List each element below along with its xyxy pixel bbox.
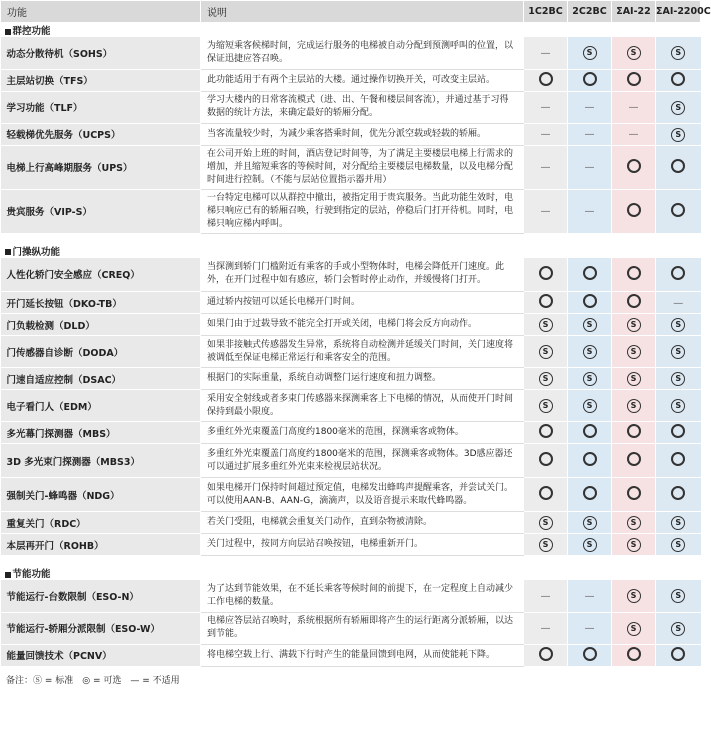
availability-cell bbox=[656, 512, 701, 534]
function-name: 轻载梯优先服务（UCPS） bbox=[1, 123, 201, 145]
optional-mark-icon bbox=[583, 486, 597, 500]
standard-mark-icon: S bbox=[627, 589, 641, 603]
availability-cell bbox=[524, 189, 568, 233]
optional-mark-icon bbox=[627, 159, 641, 173]
table-row bbox=[1, 91, 701, 123]
availability-cell bbox=[524, 422, 568, 444]
not-applicable-mark: — bbox=[540, 590, 551, 602]
availability-cell bbox=[612, 478, 656, 512]
availability-cell bbox=[656, 123, 701, 145]
optional-mark-icon bbox=[627, 486, 641, 500]
availability-cell bbox=[524, 390, 568, 422]
function-name: 动态分散待机（SOHS） bbox=[1, 37, 201, 69]
availability-cell bbox=[656, 534, 701, 556]
header-desc: 说明 bbox=[201, 1, 524, 23]
section-title-text: 群控功能 bbox=[12, 26, 51, 37]
availability-cell bbox=[656, 612, 701, 644]
section-square-icon bbox=[5, 572, 11, 578]
availability-cell bbox=[656, 580, 701, 612]
availability-cell bbox=[524, 368, 568, 390]
standard-mark-icon: S bbox=[671, 516, 685, 530]
availability-cell bbox=[568, 478, 612, 512]
optional-mark-icon bbox=[671, 452, 685, 466]
availability-cell bbox=[612, 69, 656, 91]
not-applicable-mark: — bbox=[584, 623, 595, 634]
section-square-icon bbox=[5, 29, 11, 35]
table-row bbox=[1, 314, 701, 336]
availability-cell bbox=[568, 91, 612, 123]
not-applicable-mark: — bbox=[628, 129, 639, 140]
function-name: 本层再开门（ROHB） bbox=[1, 534, 201, 556]
function-desc: 如果门由于过载导致不能完全打开或关闭，电梯门将会反方向动作。 bbox=[201, 314, 524, 336]
section-title bbox=[1, 244, 701, 258]
function-name: 重复关门（RDC） bbox=[1, 512, 201, 534]
standard-mark-icon: S bbox=[539, 345, 553, 359]
not-applicable-mark: — bbox=[584, 162, 595, 173]
availability-cell bbox=[568, 534, 612, 556]
standard-mark-icon: S bbox=[671, 589, 685, 603]
table-row bbox=[1, 534, 701, 556]
section-gap bbox=[1, 556, 701, 567]
availability-cell bbox=[612, 368, 656, 390]
optional-mark-icon bbox=[583, 424, 597, 438]
availability-cell bbox=[656, 69, 701, 91]
availability-cell bbox=[568, 37, 612, 69]
optional-mark-icon bbox=[671, 72, 685, 86]
optional-mark-icon bbox=[627, 424, 641, 438]
standard-mark-icon: S bbox=[671, 622, 685, 636]
function-desc: 多重红外光束覆盖门高度约1800毫米的范围，探测乘客或物体。 bbox=[201, 422, 524, 444]
optional-mark-icon bbox=[539, 424, 553, 438]
availability-cell bbox=[568, 258, 612, 292]
not-applicable-mark: — bbox=[540, 162, 551, 173]
optional-mark-icon bbox=[671, 486, 685, 500]
table-row bbox=[1, 292, 701, 314]
optional-mark-icon bbox=[539, 72, 553, 86]
function-desc: 若关门受阻，电梯就会重复关门动作，直到杂物被清除。 bbox=[201, 512, 524, 534]
function-name: 节能运行-轿厢分派限制（ESO-W） bbox=[1, 612, 201, 644]
availability-cell bbox=[524, 37, 568, 69]
availability-cell bbox=[568, 422, 612, 444]
header-model-4: ΣAI-2200C bbox=[656, 1, 701, 23]
availability-cell bbox=[656, 37, 701, 69]
standard-mark-icon: S bbox=[583, 345, 597, 359]
availability-cell bbox=[568, 612, 612, 644]
function-name: 电梯上行高峰期服务（UPS） bbox=[1, 145, 201, 189]
optional-mark-icon bbox=[627, 294, 641, 308]
availability-cell bbox=[524, 258, 568, 292]
optional-mark-icon bbox=[583, 266, 597, 280]
optional-mark-icon bbox=[539, 452, 553, 466]
optional-mark-icon bbox=[627, 452, 641, 466]
availability-cell bbox=[524, 314, 568, 336]
table-body bbox=[1, 23, 701, 667]
standard-mark-icon: S bbox=[583, 46, 597, 60]
standard-mark-icon: S bbox=[627, 399, 641, 413]
availability-cell bbox=[524, 534, 568, 556]
legend: 备注：Ⓢ = 标准 ◎ = 可选 — = 不适用 bbox=[6, 675, 180, 686]
standard-mark-icon: S bbox=[671, 46, 685, 60]
availability-cell bbox=[568, 69, 612, 91]
availability-cell bbox=[524, 580, 568, 612]
availability-cell bbox=[656, 145, 701, 189]
header-model-1: 1C2BC bbox=[524, 1, 568, 23]
section-header bbox=[1, 244, 701, 258]
function-name: 强制关门-蜂鸣器（NDG） bbox=[1, 478, 201, 512]
availability-cell bbox=[568, 123, 612, 145]
optional-mark-icon bbox=[583, 72, 597, 86]
availability-cell bbox=[568, 189, 612, 233]
optional-mark-icon bbox=[539, 266, 553, 280]
table-row bbox=[1, 478, 701, 512]
standard-mark-icon: S bbox=[539, 516, 553, 530]
availability-cell bbox=[656, 644, 701, 666]
availability-cell bbox=[656, 478, 701, 512]
function-desc: 多重红外光束覆盖门高度约1800毫米的范围，探测乘客或物体。3D感应器还可以通过扩展多重红外光束来检视层站状况。 bbox=[201, 444, 524, 478]
availability-cell bbox=[656, 314, 701, 336]
availability-cell bbox=[656, 368, 701, 390]
availability-cell bbox=[612, 512, 656, 534]
availability-cell bbox=[524, 478, 568, 512]
availability-cell bbox=[656, 189, 701, 233]
standard-mark-icon: S bbox=[627, 516, 641, 530]
optional-mark-icon bbox=[627, 72, 641, 86]
section-title-text: 门操纵功能 bbox=[12, 246, 61, 258]
availability-cell bbox=[612, 314, 656, 336]
not-applicable-mark: — bbox=[584, 102, 595, 113]
function-name: 节能运行-台数限制（ESO-N） bbox=[1, 580, 201, 612]
standard-mark-icon: S bbox=[671, 538, 685, 552]
function-desc: 当客流量较少时，为减少乘客搭乘时间，优先分派空载或轻载的轿厢。 bbox=[201, 123, 524, 145]
availability-cell bbox=[612, 37, 656, 69]
availability-cell bbox=[524, 612, 568, 644]
availability-cell bbox=[612, 258, 656, 292]
standard-mark-icon: S bbox=[539, 372, 553, 386]
function-name: 电子看门人（EDM） bbox=[1, 390, 201, 422]
function-name: 学习功能（TLF） bbox=[1, 91, 201, 123]
optional-mark-icon bbox=[583, 647, 597, 661]
availability-cell bbox=[568, 368, 612, 390]
availability-cell bbox=[612, 145, 656, 189]
table-row bbox=[1, 368, 701, 390]
not-applicable-mark: — bbox=[540, 206, 551, 217]
table-row bbox=[1, 258, 701, 292]
section-title-text: 节能功能 bbox=[12, 569, 51, 580]
availability-cell bbox=[524, 644, 568, 666]
availability-cell bbox=[656, 390, 701, 422]
standard-mark-icon: S bbox=[671, 399, 685, 413]
function-desc: 根据门的实际重量，系统自动调整门运行速度和扭力调整。 bbox=[201, 368, 524, 390]
section-title bbox=[1, 566, 701, 580]
optional-mark-icon bbox=[671, 424, 685, 438]
availability-cell bbox=[612, 534, 656, 556]
availability-cell bbox=[568, 292, 612, 314]
table-row bbox=[1, 444, 701, 478]
section-square-icon bbox=[5, 249, 11, 255]
table-row bbox=[1, 612, 701, 644]
header-model-3: ΣAI-22 bbox=[612, 1, 656, 23]
table-header bbox=[1, 1, 701, 23]
not-applicable-mark: — bbox=[584, 206, 595, 217]
table-row bbox=[1, 422, 701, 444]
availability-cell bbox=[612, 292, 656, 314]
not-applicable-mark: — bbox=[540, 102, 551, 113]
standard-mark-icon: S bbox=[539, 399, 553, 413]
function-desc: 如果非接触式传感器发生异常，系统将自动检测并延缓关门时间，关门速度将被调低至保证电梯正常运行和乘客安全的范围。 bbox=[201, 336, 524, 368]
optional-mark-icon bbox=[539, 486, 553, 500]
standard-mark-icon: S bbox=[627, 372, 641, 386]
function-name: 能量回馈技术（PCNV） bbox=[1, 644, 201, 666]
function-name: 人性化轿门安全感应（CREQ） bbox=[1, 258, 201, 292]
standard-mark-icon: S bbox=[539, 538, 553, 552]
standard-mark-icon: S bbox=[671, 372, 685, 386]
table-row bbox=[1, 69, 701, 91]
availability-cell bbox=[568, 512, 612, 534]
availability-cell bbox=[568, 145, 612, 189]
function-desc: 一台特定电梯可以从群控中撤出，被指定用于贵宾服务。当此功能生效时，电梯只响应已有的轿厢召唤，行驶到指定的层站，停稳后门打开待机。同时，电梯只响应梯内呼叫。 bbox=[201, 189, 524, 233]
optional-mark-icon bbox=[671, 647, 685, 661]
header-model-2: 2C2BC bbox=[568, 1, 612, 23]
header-function: 功能 bbox=[1, 1, 201, 23]
optional-mark-icon bbox=[583, 452, 597, 466]
table-row bbox=[1, 37, 701, 69]
table-row bbox=[1, 145, 701, 189]
function-desc: 为了达到节能效果，在不延长乘客等候时间的前提下，在一定程度上自动减少工作电梯的数量。 bbox=[201, 580, 524, 612]
function-name: 多光幕门探测器（MBS） bbox=[1, 422, 201, 444]
table-row bbox=[1, 580, 701, 612]
function-desc: 此功能适用于有两个主层站的大楼。通过操作切换开关，可改变主层站。 bbox=[201, 69, 524, 91]
function-desc: 为缩短乘客候梯时间，完成运行服务的电梯被自动分配到预测呼叫的位置，以保证迅捷应答召唤。 bbox=[201, 37, 524, 69]
standard-mark-icon: S bbox=[627, 345, 641, 359]
standard-mark-icon: S bbox=[671, 345, 685, 359]
standard-mark-icon: S bbox=[627, 622, 641, 636]
table-row bbox=[1, 644, 701, 666]
not-applicable-mark: — bbox=[628, 102, 639, 113]
availability-cell bbox=[568, 390, 612, 422]
function-desc: 电梯应答层站召唤时，系统根据所有轿厢即将产生的运行距离分派轿厢，以达到节能。 bbox=[201, 612, 524, 644]
function-name: 门速自适应控制（DSAC） bbox=[1, 368, 201, 390]
function-desc: 通过轿内按钮可以延长电梯开门时间。 bbox=[201, 292, 524, 314]
standard-mark-icon: S bbox=[539, 318, 553, 332]
availability-cell bbox=[612, 189, 656, 233]
availability-cell bbox=[524, 292, 568, 314]
function-desc: 如果电梯开门保持时间超过预定值，电梯发出蜂鸣声提醒乘客，并尝试关门。可以使用AAN-B、AAN-G，滴滴声，以及语音提示来取代蜂鸣器。 bbox=[201, 478, 524, 512]
not-applicable-mark: — bbox=[540, 623, 551, 634]
not-applicable-mark: — bbox=[673, 297, 684, 309]
function-name: 门负载检测（DLD） bbox=[1, 314, 201, 336]
availability-cell bbox=[524, 69, 568, 91]
function-desc: 当探测到轿门门槛附近有乘客的手或小型物体时，电梯会降低开门速度。此外，在开门过程中如有感应，轿门会暂时停止动作，并缓慢将门打开。 bbox=[201, 258, 524, 292]
availability-cell bbox=[656, 422, 701, 444]
availability-cell bbox=[612, 444, 656, 478]
standard-mark-icon: S bbox=[583, 538, 597, 552]
availability-cell bbox=[656, 258, 701, 292]
function-desc: 采用安全射线或者多束门传感器来探测乘客上下电梯的情况，从而使开门时间保持到最小限度。 bbox=[201, 390, 524, 422]
availability-cell bbox=[524, 123, 568, 145]
standard-mark-icon: S bbox=[583, 372, 597, 386]
availability-cell bbox=[524, 91, 568, 123]
availability-cell bbox=[524, 145, 568, 189]
availability-cell bbox=[656, 336, 701, 368]
availability-cell bbox=[612, 336, 656, 368]
section-header bbox=[1, 566, 701, 580]
optional-mark-icon bbox=[539, 294, 553, 308]
table-row bbox=[1, 512, 701, 534]
standard-mark-icon: S bbox=[583, 399, 597, 413]
availability-cell bbox=[524, 512, 568, 534]
standard-mark-icon: S bbox=[671, 318, 685, 332]
standard-mark-icon: S bbox=[583, 516, 597, 530]
table-row bbox=[1, 390, 701, 422]
availability-cell bbox=[568, 314, 612, 336]
availability-cell bbox=[612, 580, 656, 612]
availability-cell bbox=[524, 336, 568, 368]
availability-cell bbox=[568, 444, 612, 478]
availability-cell bbox=[612, 123, 656, 145]
section-header bbox=[1, 23, 701, 38]
section-gap bbox=[1, 233, 701, 244]
function-name: 门传感器自诊断（DODA） bbox=[1, 336, 201, 368]
optional-mark-icon bbox=[583, 294, 597, 308]
availability-cell bbox=[612, 390, 656, 422]
optional-mark-icon bbox=[627, 266, 641, 280]
availability-cell bbox=[656, 91, 701, 123]
function-name: 开门延长按钮（DKO-TB） bbox=[1, 292, 201, 314]
availability-cell bbox=[612, 91, 656, 123]
optional-mark-icon bbox=[671, 159, 685, 173]
standard-mark-icon: S bbox=[627, 46, 641, 60]
not-applicable-mark: — bbox=[540, 47, 551, 59]
function-name: 贵宾服务（VIP-S） bbox=[1, 189, 201, 233]
table-row bbox=[1, 123, 701, 145]
section-title bbox=[1, 23, 701, 38]
function-desc: 学习大楼内的日常客流模式（进、出、午餐和楼层间客流），并通过基于习得数据的统计方法，来确定最好的轿厢分配。 bbox=[201, 91, 524, 123]
function-desc: 关门过程中，按同方向层站召唤按钮，电梯重新开门。 bbox=[201, 534, 524, 556]
optional-mark-icon bbox=[671, 266, 685, 280]
function-desc: 在公司开始上班的时间，酒店登记时间等，为了满足主要楼层电梯上行需求的增加，并且缩短乘客的等候时间，对分配给主要楼层电梯数量，以及电梯分配时间进行控制。（不能与层站位置指示器并用） bbox=[201, 145, 524, 189]
standard-mark-icon: S bbox=[671, 128, 685, 142]
optional-mark-icon bbox=[627, 647, 641, 661]
optional-mark-icon bbox=[671, 203, 685, 217]
availability-cell bbox=[612, 422, 656, 444]
availability-cell bbox=[568, 580, 612, 612]
standard-mark-icon: S bbox=[627, 318, 641, 332]
table-row bbox=[1, 336, 701, 368]
optional-mark-icon bbox=[539, 647, 553, 661]
standard-mark-icon: S bbox=[671, 101, 685, 115]
function-name: 主层站切换（TFS） bbox=[1, 69, 201, 91]
table-row bbox=[1, 189, 701, 233]
function-name: 3D 多光束门探测器（MBS3） bbox=[1, 444, 201, 478]
not-applicable-mark: — bbox=[584, 129, 595, 140]
availability-cell bbox=[568, 336, 612, 368]
availability-cell bbox=[612, 644, 656, 666]
not-applicable-mark: — bbox=[540, 129, 551, 140]
availability-cell bbox=[612, 612, 656, 644]
availability-cell bbox=[524, 444, 568, 478]
availability-cell bbox=[656, 444, 701, 478]
not-applicable-mark: — bbox=[584, 590, 595, 602]
standard-mark-icon: S bbox=[583, 318, 597, 332]
availability-cell bbox=[656, 292, 701, 314]
availability-cell bbox=[568, 644, 612, 666]
optional-mark-icon bbox=[627, 203, 641, 217]
standard-mark-icon: S bbox=[627, 538, 641, 552]
function-desc: 将电梯空载上行、满载下行时产生的能量回馈到电网，从而使能耗下降。 bbox=[201, 644, 524, 666]
